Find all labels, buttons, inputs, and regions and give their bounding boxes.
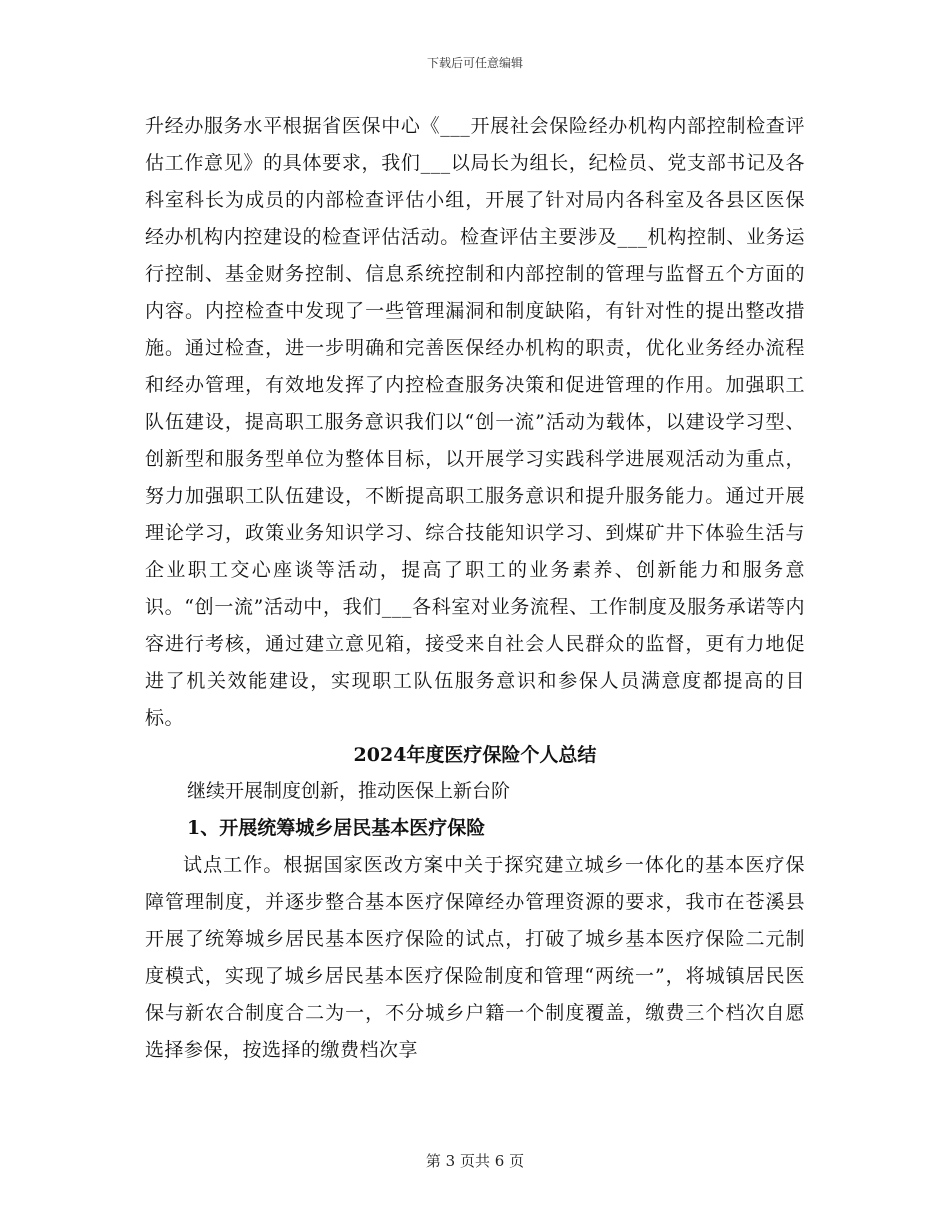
page-header: 下载后可任意编辑 xyxy=(426,56,523,70)
document-body xyxy=(145,108,805,1069)
document-title: 2024年度医疗保险个人总结 xyxy=(353,744,597,766)
body-paragraph-2: 试点工作。根据国家医改方案中关于探究建立城乡一体化的基本医疗保障管理制度，并逐步整合基本医疗保障经办管理资源的要求，我市在苍溪县开展了统筹城乡居民基本医疗保险的试点，打破了城乡基本医疗保险二元制度模式，实现了城乡居民基本医疗保险制度和管理“两统一”，将城镇居民医保与新农合制度合二为一，不分城乡户籍一个制度覆盖，缴费三个档次自愿选择参保，按选择的缴费档次享 xyxy=(145,854,805,1061)
document-subtitle: 继续开展制度创新，推动医保上新台阶 xyxy=(187,780,511,802)
body-paragraph-1: 升经办服务水平根据省医保中心《___开展社会保险经办机构内部控制检查评估工作意见》的具体要求，我们___以局长为组长，纪检员、党支部书记及各科室科长为成员的内部检查评估小组，开展了针对局内各科室及各县区医保经办机构内控建设的检查评估活动。检查评估主要涉及___机构控制、业务运行控制、基金财务控制、信息系统控制和内部控制的管理与监督五个方面的内容。内控检查中发现了一些管理漏洞和制度缺陷，有针对性的提出整改措施。通过检查，进一步明确和完善医保经办机构的职责，优化业务经办流程和经办管理，有效地发挥了内控检查服务决策和促进管理的作用。加强职工队伍建设，提高职工服务意识我们以“创一流”活动为载体，以建设学习型、创新型和服务型单位为整体目标，以开展学习实践科学进展观活动为重点，努力加强职工队伍建设，不断提高职工服务意识和提升服务能力。通过开展理论学习，政策业务知识学习、综合技能知识学习、到煤矿井下体验生活与企业职工交心座谈等活动，提高了职工的业务素养、创新能力和服务意识。“创一流”活动中，我们___各科室对业务流程、工作制度及服务承诺等内容进行考核，通过建立意见箱，接受来自社会人民群众的监督，更有力地促进了机关效能建设，实现职工队伍服务意识和参保人员满意度都提高的目标。 xyxy=(145,115,805,729)
page-footer: 第 3 页共 6 页 xyxy=(425,1152,525,1170)
section-heading-1: 1、开展统筹城乡居民基本医疗保险 xyxy=(187,817,486,839)
